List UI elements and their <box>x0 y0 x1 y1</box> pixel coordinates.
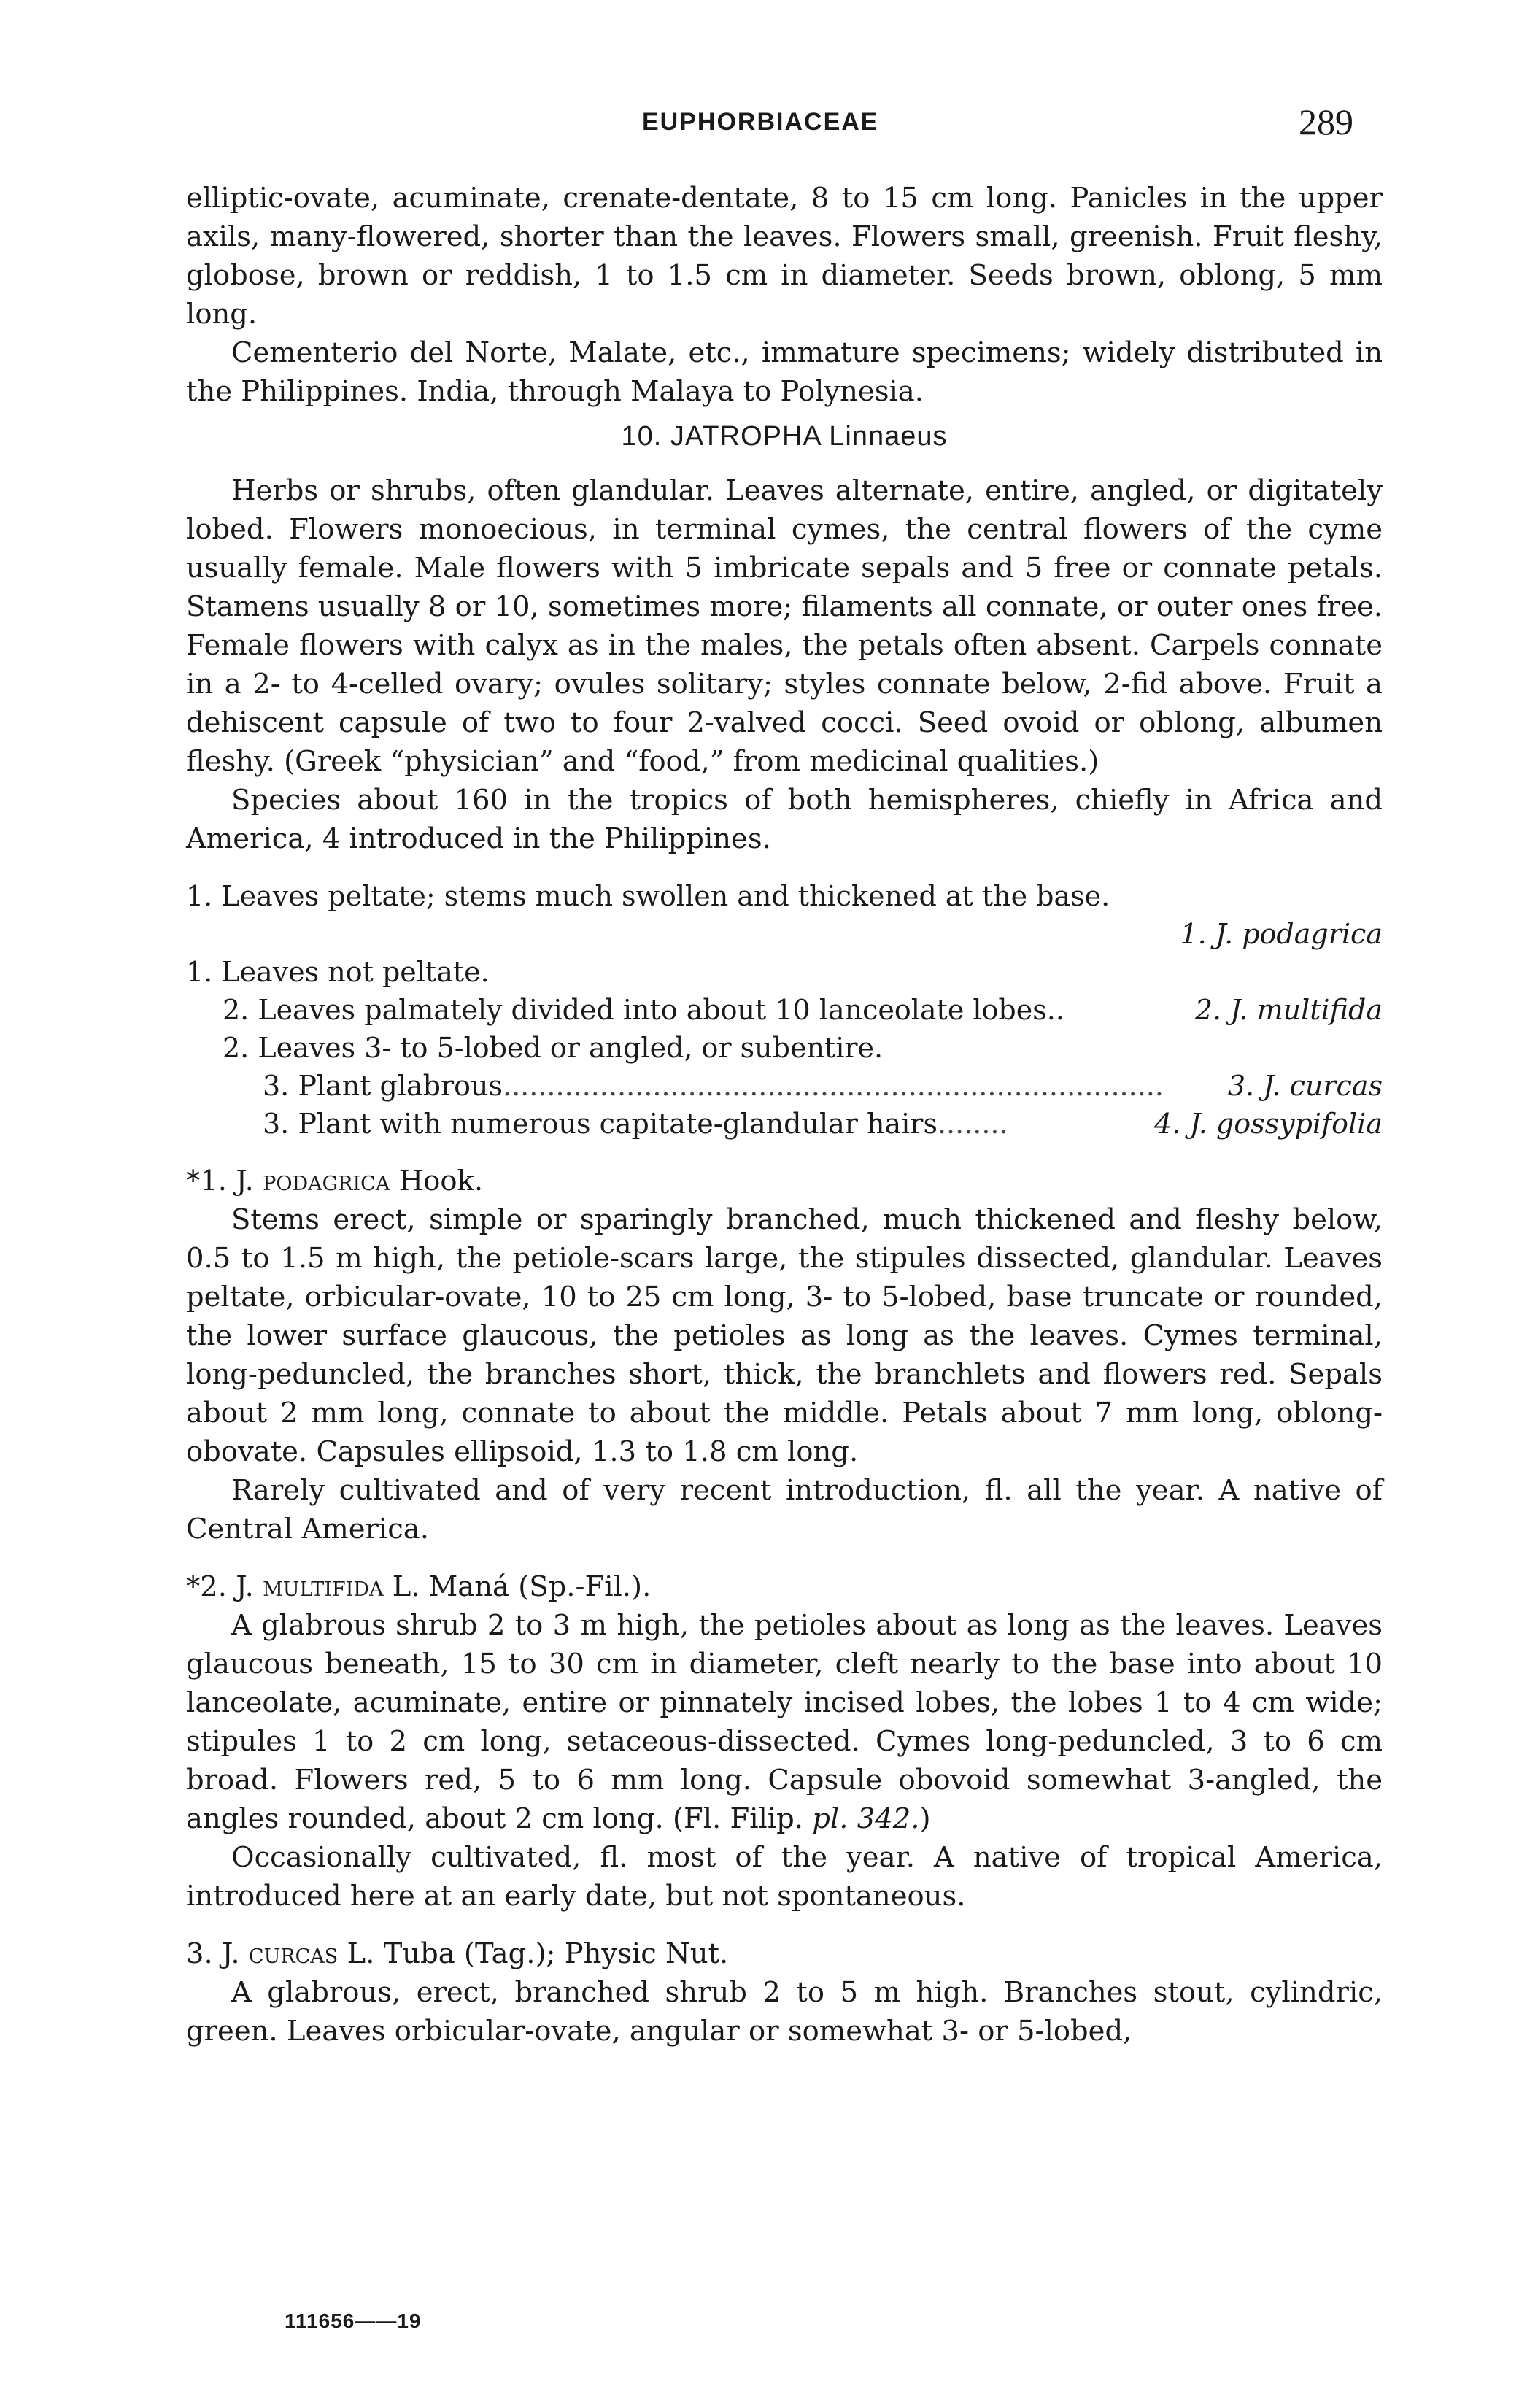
key-lead: 3. Plant glabrous <box>263 1070 503 1102</box>
species-description <box>186 1606 1383 1838</box>
page-number: 289 <box>1299 101 1353 142</box>
species-number: *1. J. <box>186 1165 254 1197</box>
species-heading <box>186 1934 1383 1973</box>
species-note: Rarely cultivated and of very recent introduction, fl. all the year. A native of Central America. <box>186 1474 1383 1545</box>
species-description: A glabrous, erect, branched shrub 2 to 5 m high. Branches stout, cylindric, green. Leaves orbicular-ovate, angular or somewhat 3- or 5-lobed, <box>186 1976 1383 2048</box>
species-note: Occasionally cultivated, fl. most of the year. A native of tropical America, introduced here at an early date, but not spontaneous. <box>186 1841 1383 1913</box>
species-number: 3. J. <box>186 1937 240 1970</box>
species-author: L. <box>347 1937 375 1970</box>
key-result: 4. J. gossypifolia <box>1154 1108 1383 1140</box>
species-author: Hook. <box>398 1165 484 1197</box>
key-lead: 1. Leaves peltate; stems much swollen and thickened at the base. <box>186 880 1110 912</box>
key-line <box>186 1105 1383 1143</box>
species-common-name: Tuba (Tag.); Physic Nut. <box>383 1937 729 1970</box>
key-lead: 3. Plant with numerous capitate-glandular hairs <box>263 1108 938 1140</box>
page-header <box>0 101 1519 159</box>
key-result: 3. J. curcas <box>1227 1070 1383 1102</box>
page-body <box>186 179 1383 2050</box>
species-name: curcas <box>248 1937 339 1970</box>
species-description: Stems erect, simple or sparingly branched, much thickened and fleshy below, 0.5 to 1.5 m high, the petiole-scars large, the stipules dissected, glandular. Leaves peltate, orbicular-ovate, 10 to 25 cm long, 3- to 5-lobed, base truncate or rounded, the lower surface glaucous, the petioles as long as the leaves. Cymes terminal, long-peduncled, the branches short, thick, the branchlets and flowers red. Sepals about 2 mm long, connate to about the middle. Petals about 7 mm long, oblong-obovate. Capsules ellipsoid, 1.3 to 1.8 cm long. <box>186 1203 1383 1468</box>
species-number: *2. J. <box>186 1570 254 1603</box>
genus-title: 10. JATROPHA Linnaeus <box>621 421 948 452</box>
genus-description: Herbs or shrubs, often glandular. Leaves alternate, entire, angled, or digitately lobed. Flowers monoecious, in terminal cymes, the central flowers of the cyme usually female. Male flowers with 5 imbricate sepals and 5 free or connate petals. Stamens usually 8 or 10, sometimes more; filaments all connate, or outer ones free. Female flowers with calyx as in the males, the petals often absent. Carpels connate in a 2- to 4-celled ovary; ovules solitary; styles connate below, 2-fid above. Fruit a dehiscent capsule of two to four 2-valved cocci. Seed ovoid or oblong, albumen fleshy. (Greek “physician” and “food,” from medicinal qualities.) <box>186 474 1383 778</box>
printer-signature: 111656——19 <box>285 2309 422 2332</box>
key-line <box>186 953 1383 991</box>
key-lead: 1. Leaves not peltate. <box>186 956 490 988</box>
key-result: 2. J. multifida <box>1194 994 1383 1026</box>
reference-prefix: (Fl. Filip. <box>672 1802 804 1835</box>
key-lead: 2. Leaves 3- to 5-lobed or angled, or subentire. <box>223 1032 884 1064</box>
continuation-distribution: Cementerio del Norte, Malate, etc., immature specimens; widely distributed in the Philippines. India, through Malaya to Polynesia. <box>186 336 1383 408</box>
reference-suffix: ) <box>919 1802 931 1835</box>
species-name: multifida <box>263 1570 384 1603</box>
key-line <box>186 991 1383 1029</box>
species-name: podagrica <box>263 1165 390 1197</box>
species-common-name: Maná (Sp.-Fil.). <box>428 1570 652 1603</box>
species-description-text: A glabrous shrub 2 to 3 m high, the petioles about as long as the leaves. Leaves glaucous beneath, 15 to 30 cm in diameter, cleft nearly to the base into about 10 lanceolate, acuminate, entire or pinnately incised lobes, the lobes 1 to 4 cm wide; stipules 1 to 2 cm long, setaceous-dissected. Cymes long-peduncled, 3 to 6 cm broad. Flowers red, 5 to 6 mm long. Capsule obovoid somewhat 3-angled, the angles rounded, about 2 cm long. <box>186 1609 1383 1835</box>
key-result: 1. J. podagrica <box>1180 918 1383 950</box>
key-line <box>186 877 1383 915</box>
reference-plate: pl. 342. <box>812 1802 920 1835</box>
key-lead: 2. Leaves palmately divided into about 10 lanceolate lobes.. <box>223 994 1064 1026</box>
running-head: EUPHORBIACEAE <box>642 108 879 136</box>
genus-species-count: Species about 160 in the tropics of both hemispheres, chiefly in Africa and America, 4 introduced in the Philippines. <box>186 784 1383 855</box>
continuation-text: elliptic-ovate, acuminate, crenate-dentate, 8 to 15 cm long. Panicles in the upper axils, many-flowered, shorter than the leaves. Flowers small, greenish. Fruit fleshy, globose, brown or reddish, 1 to 1.5 cm in diameter. Seeds brown, oblong, 5 mm long. <box>186 182 1383 331</box>
species-key <box>186 877 1383 1143</box>
species-author: L. <box>392 1570 420 1603</box>
key-line <box>186 1067 1383 1105</box>
key-line <box>186 1029 1383 1067</box>
leader-dots: ........ <box>937 1108 1008 1140</box>
leader-dots: ........................................................................... <box>503 1070 1164 1102</box>
species-heading <box>186 1162 1383 1200</box>
species-heading <box>186 1567 1383 1606</box>
